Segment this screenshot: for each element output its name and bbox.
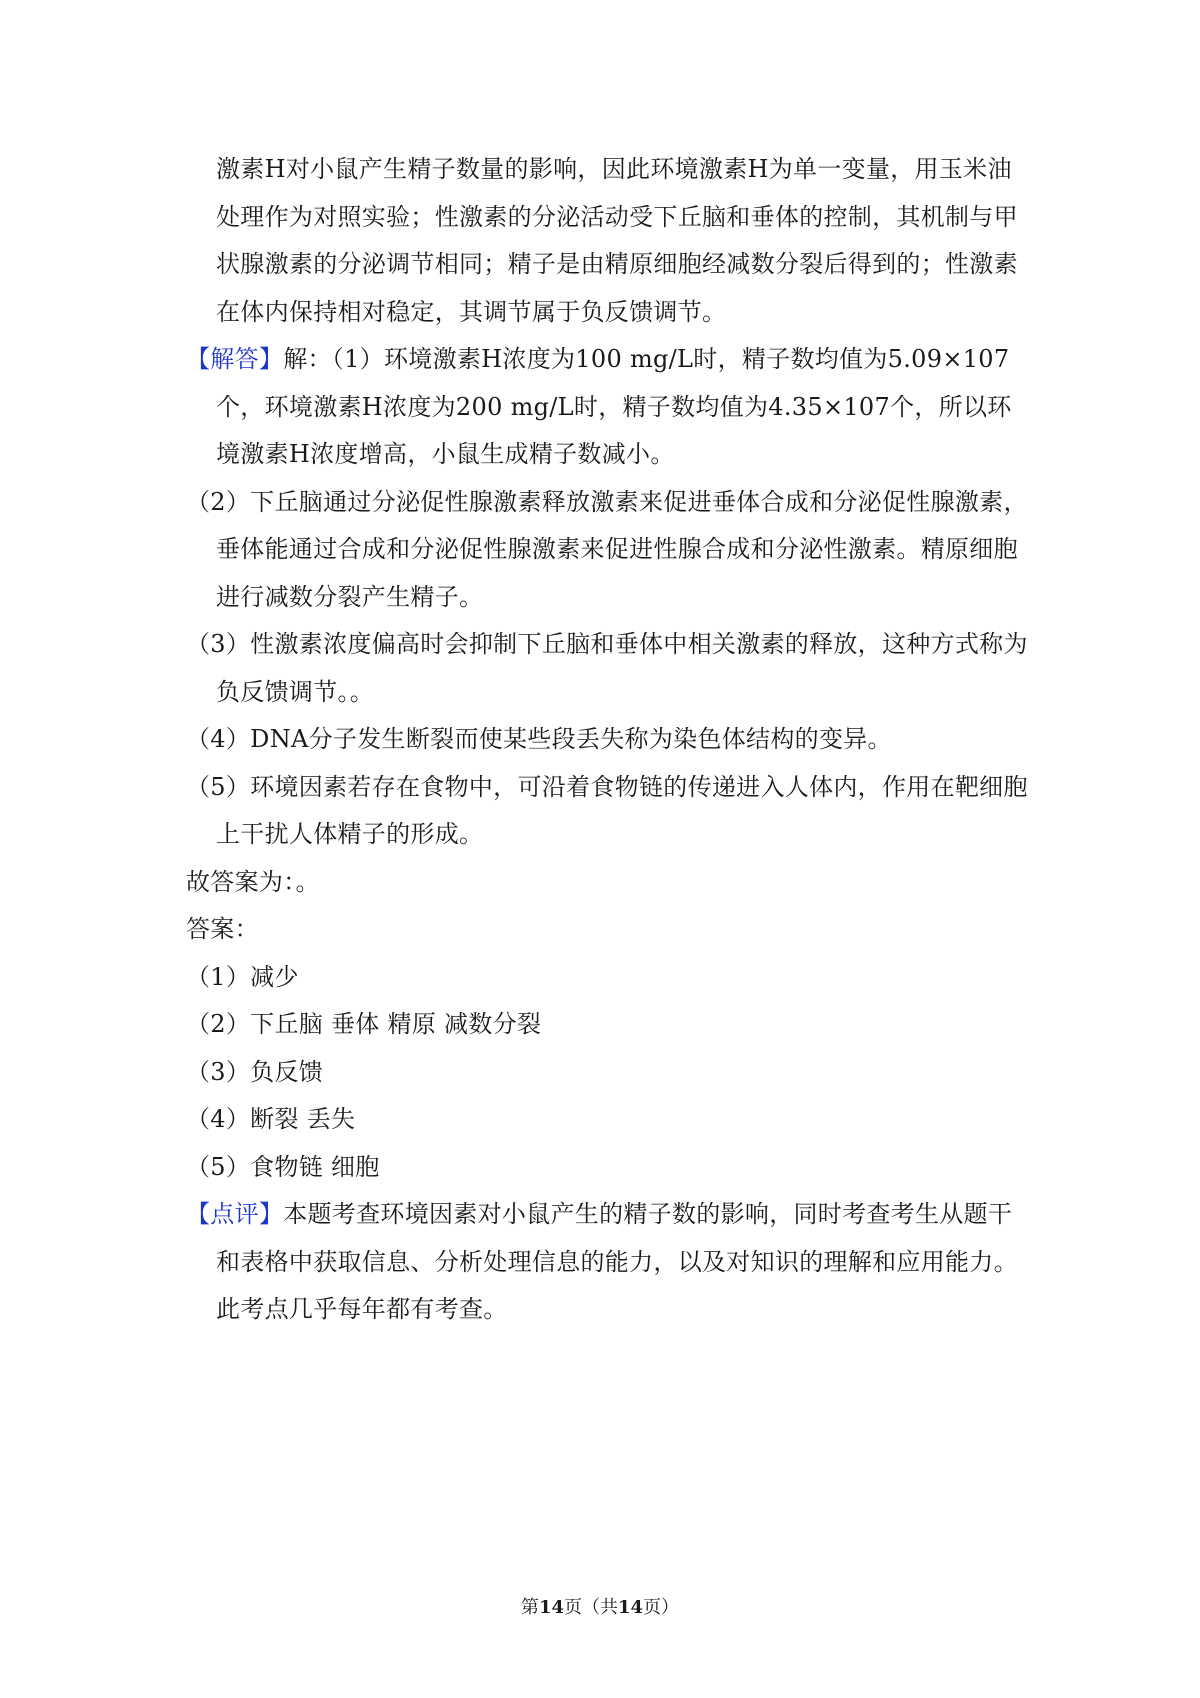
comment-text: 本题考查环境因素对小鼠产生的精子数的影响，同时考查考生从题干和表格中获取信息、分析处理信息的能力，以及对知识的理解和应用能力。此考点几乎每年都有考查。 [216, 1200, 1018, 1323]
so-answer-line: 故答案为：。 [186, 867, 320, 896]
page-footer [0, 1596, 1200, 1620]
solution-part-4: （4）DNA分子发生断裂而使某些段丢失称为染色体结构的变异。 [186, 725, 892, 753]
answer-item: （4）断裂 丢失 [186, 1105, 356, 1133]
answer-heading: 答案： [186, 915, 259, 943]
answer-item: （2）下丘脑 垂体 精原 减数分裂 [186, 1010, 542, 1038]
solution-part-1 [186, 336, 1028, 479]
comment-tag: 【点评】 [186, 1200, 284, 1228]
footer-total-pages: 14 [618, 1597, 644, 1618]
footer-middle: 页（共 [564, 1597, 618, 1618]
answer-item: （3）负反馈 [186, 1057, 324, 1086]
solution-part-1-text: 解：（1）环境激素H浓度为100 mg/L时，精子数均值为5.09×107个，环境激素H浓度为200 mg/L时，精子数均值为4.35×107个，所以环境激素H浓度增高，小鼠生成精子数减小。 [216, 345, 1012, 468]
comment-paragraph [186, 1191, 1028, 1334]
footer-current-page: 14 [538, 1597, 564, 1618]
answer-item: （1）减少 [186, 962, 299, 991]
solution-part-2: （2）下丘脑通过分泌促性腺激素释放激素来促进垂体合成和分泌促性腺激素，垂体能通过合成和分泌促性腺激素来促进性腺合成和分泌性激素。精原细胞进行减数分裂产生精子。 [186, 487, 1028, 611]
footer-suffix: 页） [643, 1597, 680, 1618]
solution-tag: 【解答】 [186, 345, 284, 373]
solution-part-3: （3）性激素浓度偏高时会抑制下丘脑和垂体中相关激素的释放，这种方式称为负反馈调节。。 [186, 630, 1028, 706]
answer-item: （5）食物链 细胞 [186, 1152, 380, 1181]
page-content [186, 146, 1028, 1334]
footer-prefix: 第 [520, 1597, 539, 1618]
analysis-continuation: 激素H对小鼠产生精子数量的影响，因此环境激素H为单一变量，用玉米油处理作为对照实验；性激素的分泌活动受下丘脑和垂体的控制，其机制与甲状腺激素的分泌调节相同；精子是由精原细胞经减数分裂后得到的；性激素在体内保持相对稳定，其调节属于负反馈调节。 [216, 155, 1018, 326]
solution-part-5: （5）环境因素若存在食物中，可沿着食物链的传递进入人体内，作用在靶细胞上干扰人体精子的形成。 [186, 772, 1028, 848]
